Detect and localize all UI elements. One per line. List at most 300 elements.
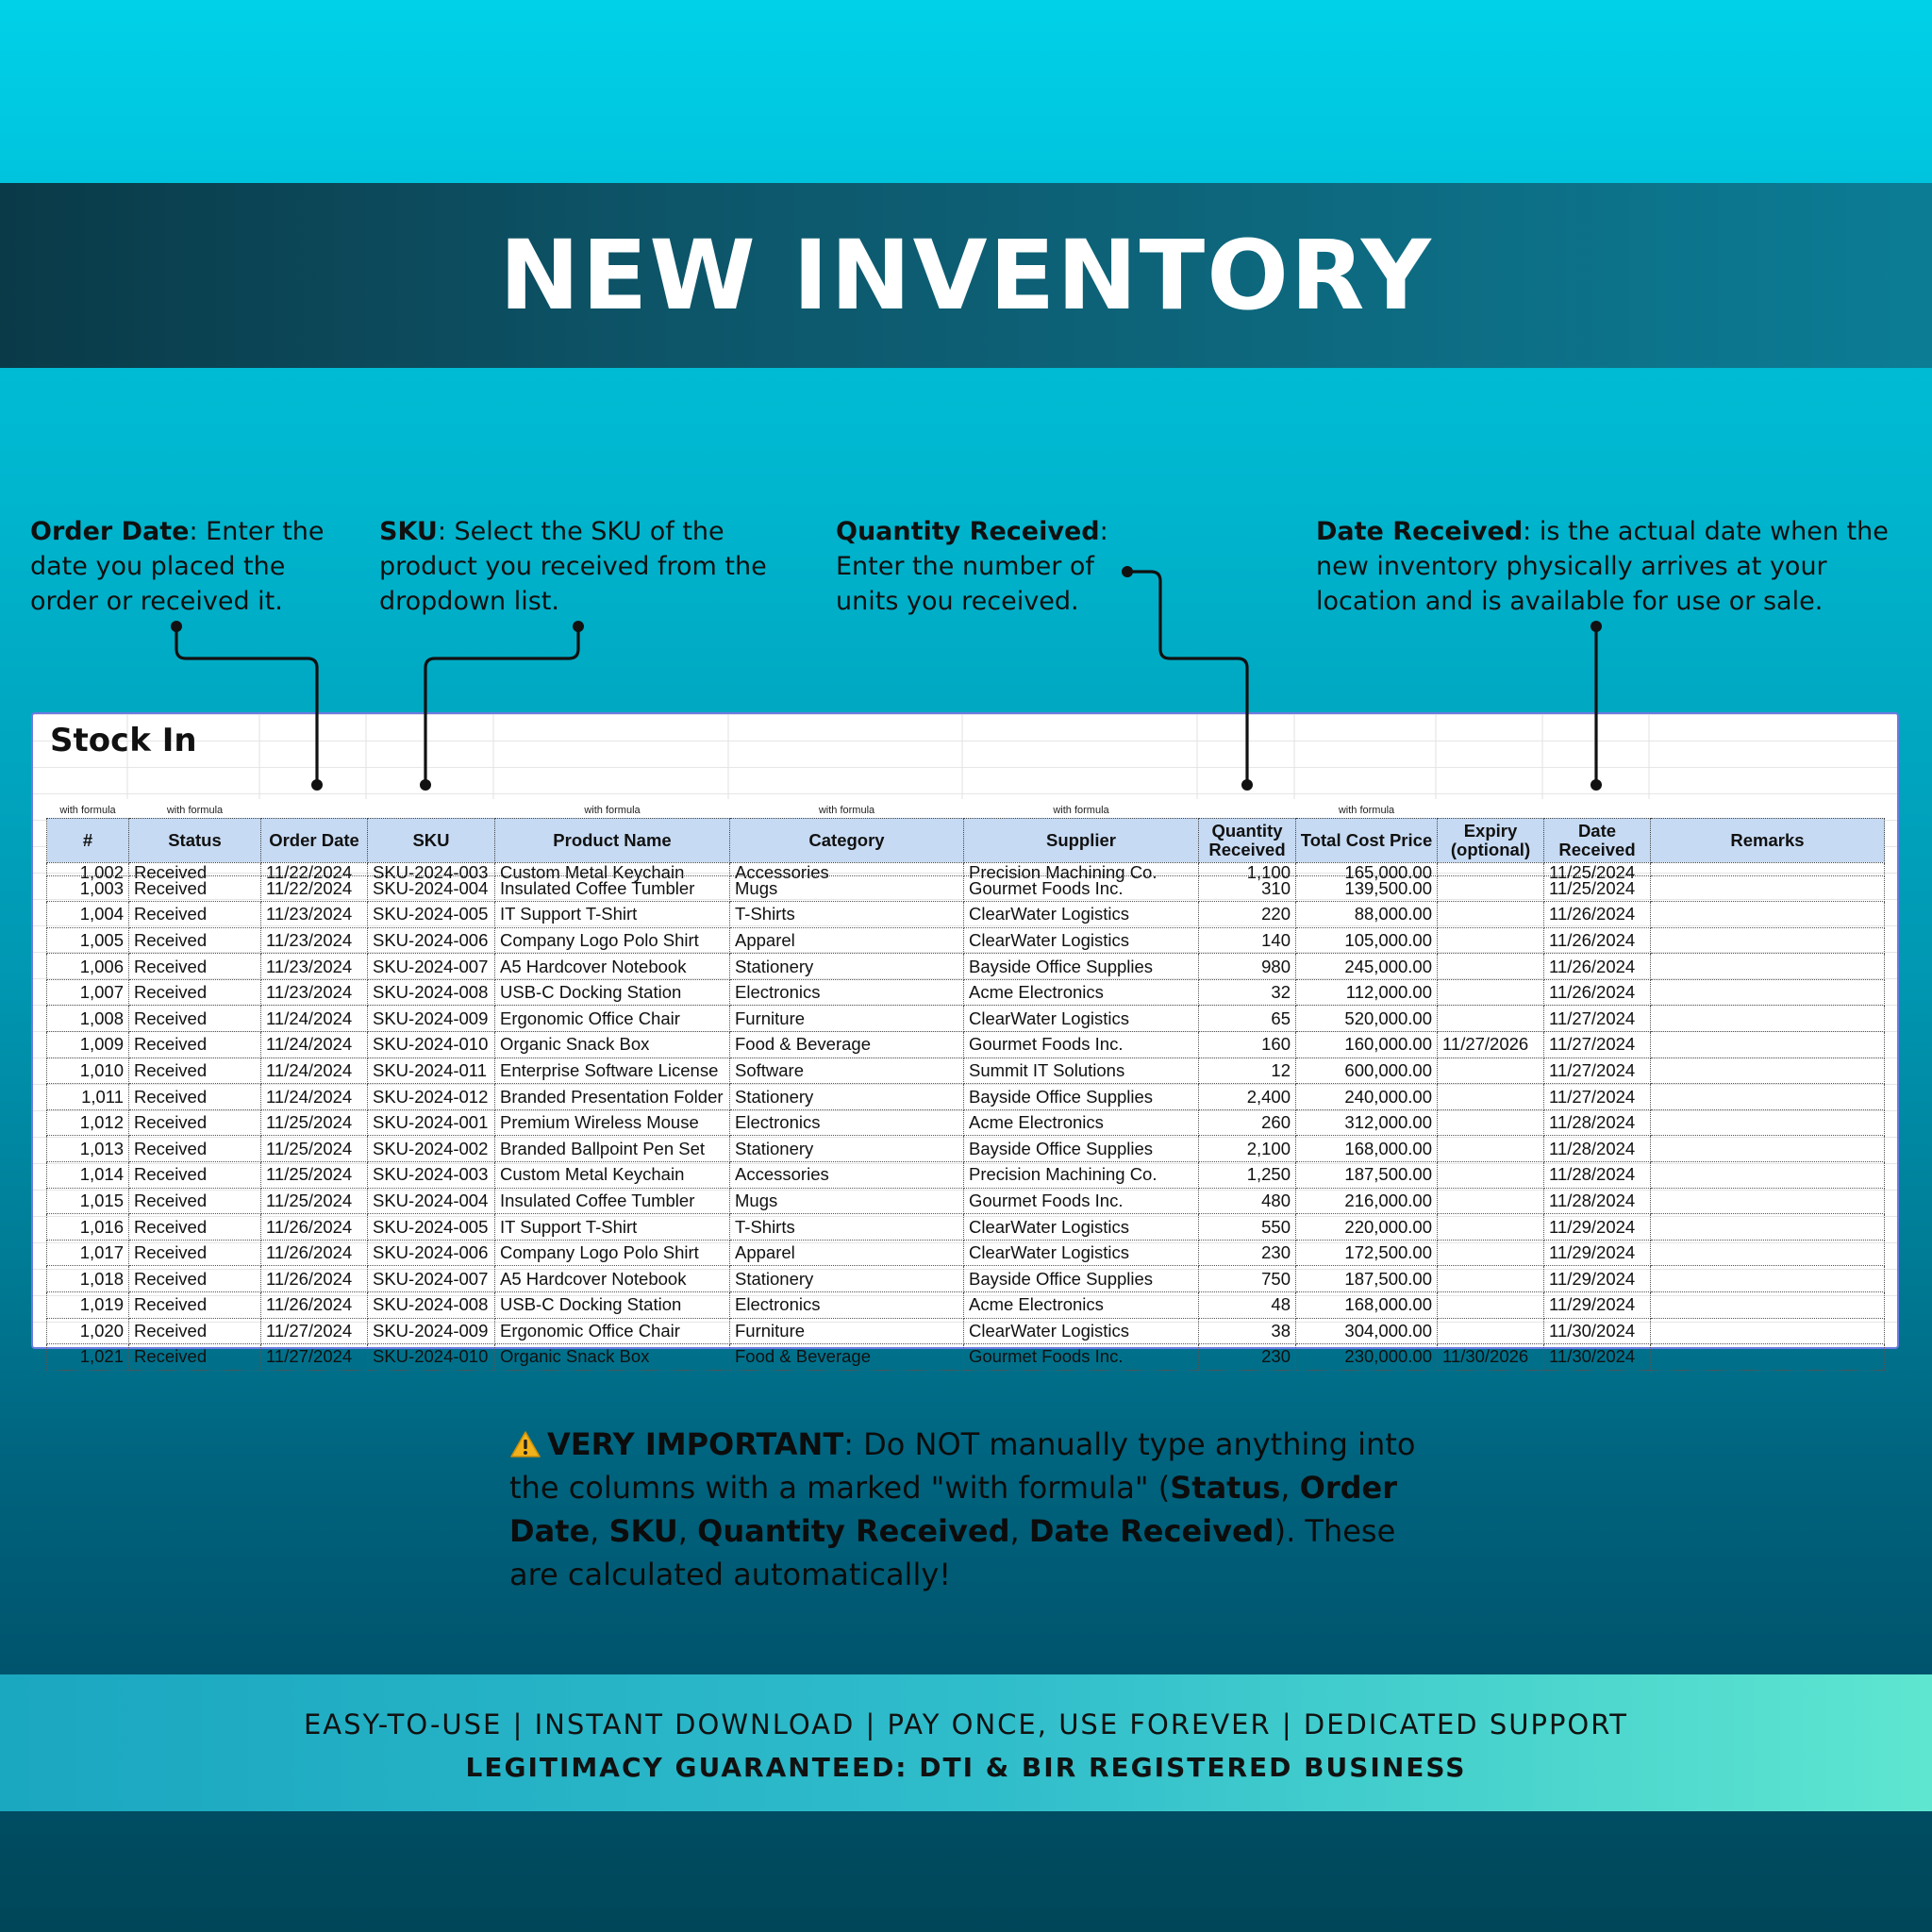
table-cell[interactable]: 1,013 [47, 1136, 129, 1162]
table-cell[interactable] [1438, 1006, 1544, 1032]
table-cell[interactable]: Bayside Office Supplies [964, 1266, 1199, 1292]
column-header-quantity-received[interactable]: Quantity Received [1199, 818, 1296, 862]
table-cell[interactable]: Stationery [730, 1266, 964, 1292]
table-row[interactable] [47, 1188, 1885, 1214]
table-cell[interactable]: 11/27/2024 [1544, 1006, 1651, 1032]
footer-legitimacy: LEGITIMACY GUARANTEED: DTI & BIR REGISTERED BUSINESS [465, 1752, 1467, 1783]
table-cell[interactable]: 160,000.00 [1296, 1032, 1438, 1058]
table-cell[interactable]: 187,500.00 [1296, 1162, 1438, 1189]
table-row[interactable] [47, 979, 1885, 1006]
table-cell[interactable]: 12 [1199, 1058, 1296, 1084]
table-cell[interactable]: 245,000.00 [1296, 954, 1438, 980]
table-cell[interactable]: 38 [1199, 1318, 1296, 1344]
table-cell[interactable]: Food & Beverage [730, 1032, 964, 1058]
table-cell[interactable]: 310 [1199, 875, 1296, 902]
table-cell[interactable]: 2,100 [1199, 1136, 1296, 1162]
table-row[interactable] [47, 1266, 1885, 1292]
table-cell[interactable]: 11/29/2024 [1544, 1266, 1651, 1292]
table-cell[interactable]: 32 [1199, 979, 1296, 1006]
formula-hint-6: with formula [1053, 804, 1109, 816]
table-cell[interactable]: Received [129, 1032, 261, 1058]
table-cell[interactable] [1438, 1292, 1544, 1319]
table-cell[interactable]: Acme Electronics [964, 979, 1199, 1006]
table-cell[interactable]: 172,500.00 [1296, 1240, 1438, 1266]
table-cell[interactable] [1651, 902, 1885, 928]
table-cell[interactable]: 11/22/2024 [261, 862, 368, 875]
table-cell[interactable]: 11/27/2024 [261, 1318, 368, 1344]
table-cell[interactable]: 11/26/2024 [1544, 902, 1651, 928]
callout-sku-text: : Select the SKU of the product you received from the dropdown list. [379, 517, 767, 616]
table-cell[interactable]: 980 [1199, 954, 1296, 980]
table-cell[interactable]: 11/28/2024 [1544, 1109, 1651, 1136]
table-cell[interactable]: A5 Hardcover Notebook [495, 1266, 730, 1292]
table-cell[interactable] [1651, 1188, 1885, 1214]
table-cell[interactable]: 11/24/2024 [261, 1058, 368, 1084]
table-cell[interactable]: 216,000.00 [1296, 1188, 1438, 1214]
table-cell[interactable] [1651, 1058, 1885, 1084]
table-cell[interactable]: 11/26/2024 [261, 1240, 368, 1266]
table-row[interactable] [47, 1292, 1885, 1319]
table-cell[interactable]: SKU-2024-005 [368, 1214, 495, 1241]
table-cell[interactable] [1438, 927, 1544, 954]
table-cell[interactable]: Received [129, 1266, 261, 1292]
table-cell[interactable]: Received [129, 875, 261, 902]
table-cell[interactable]: 11/28/2024 [1544, 1188, 1651, 1214]
table-cell[interactable] [1651, 1032, 1885, 1058]
table-row[interactable] [47, 902, 1885, 928]
table-cell[interactable]: 1,002 [47, 862, 129, 875]
callout-date-received [1316, 514, 1901, 619]
table-cell[interactable]: Received [129, 954, 261, 980]
table-cell[interactable]: SKU-2024-003 [368, 862, 495, 875]
table-cell[interactable]: 11/25/2024 [261, 1109, 368, 1136]
column-header-[interactable]: # [47, 818, 129, 862]
table-cell[interactable]: 1,004 [47, 902, 129, 928]
table-cell[interactable] [1651, 875, 1885, 902]
table-cell[interactable]: SKU-2024-002 [368, 1136, 495, 1162]
table-cell[interactable]: Food & Beverage [730, 1344, 964, 1371]
table-cell[interactable] [1438, 979, 1544, 1006]
callout-quantity-label: Quantity Received [836, 517, 1100, 546]
table-cell[interactable] [1438, 1240, 1544, 1266]
note-key-date-received: Date Received [1028, 1513, 1274, 1549]
table-cell[interactable]: Received [129, 1344, 261, 1371]
table-row[interactable] [47, 875, 1885, 902]
table-cell[interactable]: 11/26/2024 [261, 1292, 368, 1319]
table-cell[interactable]: 11/25/2024 [1544, 862, 1651, 875]
table-cell[interactable]: SKU-2024-003 [368, 1162, 495, 1189]
table-cell[interactable]: ClearWater Logistics [964, 1214, 1199, 1241]
table-cell[interactable]: Stationery [730, 1136, 964, 1162]
table-cell[interactable]: SKU-2024-008 [368, 979, 495, 1006]
table-cell[interactable]: Electronics [730, 1109, 964, 1136]
table-cell[interactable]: Organic Snack Box [495, 1032, 730, 1058]
table-cell[interactable] [1651, 1136, 1885, 1162]
table-cell[interactable]: 168,000.00 [1296, 1292, 1438, 1319]
formula-hint-7 [1199, 803, 1296, 818]
table-cell[interactable]: SKU-2024-010 [368, 1032, 495, 1058]
column-header-product-name[interactable]: Product Name [495, 818, 730, 862]
table-cell[interactable]: 112,000.00 [1296, 979, 1438, 1006]
note-sep-4: , [1009, 1513, 1029, 1549]
table-cell[interactable]: Branded Presentation Folder [495, 1084, 730, 1110]
table-cell[interactable]: 11/24/2024 [261, 1006, 368, 1032]
table-cell[interactable]: 11/27/2024 [1544, 1058, 1651, 1084]
table-cell[interactable]: Acme Electronics [964, 1109, 1199, 1136]
table-cell[interactable]: 11/29/2024 [1544, 1292, 1651, 1319]
table-cell[interactable]: 230 [1199, 1344, 1296, 1371]
table-cell[interactable]: SKU-2024-011 [368, 1058, 495, 1084]
table-cell[interactable]: Summit IT Solutions [964, 1058, 1199, 1084]
table-cell[interactable]: 260 [1199, 1109, 1296, 1136]
table-cell[interactable]: SKU-2024-007 [368, 1266, 495, 1292]
table-row[interactable] [47, 1318, 1885, 1344]
important-note [509, 1423, 1453, 1596]
table-cell[interactable] [1651, 1240, 1885, 1266]
table-cell[interactable]: 11/26/2024 [1544, 979, 1651, 1006]
table-cell[interactable]: 1,008 [47, 1006, 129, 1032]
table-cell[interactable]: T-Shirts [730, 902, 964, 928]
table-cell[interactable]: 550 [1199, 1214, 1296, 1241]
table-cell[interactable]: Received [129, 1188, 261, 1214]
table-row[interactable] [47, 1006, 1885, 1032]
table-cell[interactable]: 230 [1199, 1240, 1296, 1266]
table-cell[interactable]: Furniture [730, 1318, 964, 1344]
table-cell[interactable]: 187,500.00 [1296, 1266, 1438, 1292]
formula-hint-1: with formula [166, 804, 224, 816]
formula-hint-2 [261, 803, 368, 818]
table-cell[interactable]: Company Logo Polo Shirt [495, 1240, 730, 1266]
sheet-gridlines [33, 714, 1897, 799]
column-header-remarks[interactable]: Remarks [1651, 818, 1885, 862]
table-cell[interactable]: 139,500.00 [1296, 875, 1438, 902]
table-cell[interactable]: 11/28/2024 [1544, 1162, 1651, 1189]
table-cell[interactable]: Stationery [730, 1084, 964, 1110]
table-cell[interactable]: Received [129, 927, 261, 954]
table-cell[interactable]: 11/22/2024 [261, 875, 368, 902]
table-cell[interactable]: ClearWater Logistics [964, 927, 1199, 954]
callout-date-received-text: : is the actual date when the new inventory physically arrives at your location and is available for use or sale. [1316, 517, 1889, 616]
table-cell[interactable]: Received [129, 1136, 261, 1162]
table-cell[interactable]: 1,015 [47, 1188, 129, 1214]
table-cell[interactable]: 11/28/2024 [1544, 1136, 1651, 1162]
table-cell[interactable]: Apparel [730, 1240, 964, 1266]
table-cell[interactable]: Insulated Coffee Tumbler [495, 875, 730, 902]
table-cell[interactable] [1651, 1084, 1885, 1110]
table-cell[interactable]: Stationery [730, 954, 964, 980]
table-cell[interactable] [1651, 927, 1885, 954]
table-cell[interactable]: SKU-2024-007 [368, 954, 495, 980]
table-cell[interactable]: 11/25/2024 [1544, 875, 1651, 902]
table-cell[interactable]: 11/25/2024 [261, 1162, 368, 1189]
column-header-supplier[interactable]: Supplier [964, 818, 1199, 862]
table-cell[interactable]: Gourmet Foods Inc. [964, 1344, 1199, 1371]
table-cell[interactable]: A5 Hardcover Notebook [495, 954, 730, 980]
table-cell[interactable]: Bayside Office Supplies [964, 954, 1199, 980]
table-row[interactable] [47, 1344, 1885, 1371]
table-cell[interactable]: Software [730, 1058, 964, 1084]
table-cell[interactable]: Custom Metal Keychain [495, 862, 730, 875]
table-cell[interactable]: 11/29/2024 [1544, 1214, 1651, 1241]
table-cell[interactable]: 11/24/2024 [261, 1084, 368, 1110]
table-cell[interactable]: 1,018 [47, 1266, 129, 1292]
table-cell[interactable] [1438, 1058, 1544, 1084]
table-cell[interactable]: SKU-2024-010 [368, 1344, 495, 1371]
table-cell[interactable]: 1,012 [47, 1109, 129, 1136]
table-cell[interactable]: Mugs [730, 1188, 964, 1214]
table-row[interactable] [47, 1214, 1885, 1241]
table-cell[interactable]: 11/27/2024 [1544, 1084, 1651, 1110]
table-cell[interactable] [1438, 1188, 1544, 1214]
table-cell[interactable]: 1,020 [47, 1318, 129, 1344]
table-cell[interactable]: Branded Ballpoint Pen Set [495, 1136, 730, 1162]
table-cell[interactable]: 220 [1199, 902, 1296, 928]
table-cell[interactable]: 11/27/2024 [1544, 1032, 1651, 1058]
table-cell[interactable]: Enterprise Software License [495, 1058, 730, 1084]
table-cell[interactable]: Received [129, 862, 261, 875]
table-cell[interactable]: 168,000.00 [1296, 1136, 1438, 1162]
table-cell[interactable] [1438, 1162, 1544, 1189]
table-cell[interactable]: 65 [1199, 1006, 1296, 1032]
column-header-status[interactable]: Status [129, 818, 261, 862]
table-cell[interactable]: ClearWater Logistics [964, 902, 1199, 928]
table-cell[interactable]: ClearWater Logistics [964, 1318, 1199, 1344]
table-cell[interactable]: Precision Machining Co. [964, 1162, 1199, 1189]
table-cell[interactable] [1438, 1266, 1544, 1292]
table-cell[interactable] [1438, 875, 1544, 902]
table-cell[interactable]: SKU-2024-001 [368, 1109, 495, 1136]
table-cell[interactable]: Premium Wireless Mouse [495, 1109, 730, 1136]
table-cell[interactable]: 11/30/2026 [1438, 1344, 1544, 1371]
table-cell[interactable]: 1,100 [1199, 862, 1296, 875]
table-cell[interactable]: 11/27/2026 [1438, 1032, 1544, 1058]
table-cell[interactable]: 105,000.00 [1296, 927, 1438, 954]
table-cell[interactable] [1651, 1344, 1885, 1371]
table-cell[interactable] [1651, 1214, 1885, 1241]
table-cell[interactable]: Company Logo Polo Shirt [495, 927, 730, 954]
table-cell[interactable]: 11/23/2024 [261, 979, 368, 1006]
column-header-date-received[interactable]: Date Received [1544, 818, 1651, 862]
table-cell[interactable]: 304,000.00 [1296, 1318, 1438, 1344]
table-cell[interactable]: 11/26/2024 [1544, 927, 1651, 954]
table-row[interactable] [47, 1084, 1885, 1110]
column-header-total-cost-price[interactable]: Total Cost Price [1296, 818, 1438, 862]
table-cell[interactable]: Received [129, 1084, 261, 1110]
table-cell[interactable]: 11/23/2024 [261, 954, 368, 980]
table-cell[interactable]: 2,400 [1199, 1084, 1296, 1110]
table-cell[interactable]: 1,009 [47, 1032, 129, 1058]
table-cell[interactable]: Bayside Office Supplies [964, 1136, 1199, 1162]
table-cell[interactable]: 312,000.00 [1296, 1109, 1438, 1136]
table-cell[interactable]: 11/25/2024 [261, 1188, 368, 1214]
table-cell[interactable] [1438, 954, 1544, 980]
table-cell[interactable]: Received [129, 1292, 261, 1319]
table-cell[interactable]: Received [129, 1318, 261, 1344]
table-cell[interactable]: 1,250 [1199, 1162, 1296, 1189]
table-cell[interactable]: 11/30/2024 [1544, 1344, 1651, 1371]
table-cell[interactable]: 1,016 [47, 1214, 129, 1241]
callout-quantity-text: : Enter the number of units you received. [836, 517, 1108, 616]
table-cell[interactable]: Ergonomic Office Chair [495, 1318, 730, 1344]
table-cell[interactable]: Electronics [730, 1292, 964, 1319]
table-cell[interactable]: 11/27/2024 [261, 1344, 368, 1371]
table-cell[interactable]: 1,010 [47, 1058, 129, 1084]
table-cell[interactable]: 1,014 [47, 1162, 129, 1189]
table-row[interactable] [47, 1032, 1885, 1058]
table-cell[interactable]: ClearWater Logistics [964, 1006, 1199, 1032]
table-cell[interactable] [1651, 954, 1885, 980]
table-cell[interactable]: Received [129, 1058, 261, 1084]
table-cell[interactable]: Furniture [730, 1006, 964, 1032]
table-cell[interactable]: 1,005 [47, 927, 129, 954]
table-cell[interactable] [1651, 1292, 1885, 1319]
table-cell[interactable]: 1,006 [47, 954, 129, 980]
stock-in-table [46, 803, 1885, 1371]
table-cell[interactable]: 520,000.00 [1296, 1006, 1438, 1032]
table-cell[interactable]: SKU-2024-009 [368, 1318, 495, 1344]
table-cell[interactable]: 600,000.00 [1296, 1058, 1438, 1084]
table-cell[interactable] [1651, 1109, 1885, 1136]
table-cell[interactable]: Electronics [730, 979, 964, 1006]
note-key-sku: SKU [608, 1513, 678, 1549]
table-row[interactable] [47, 1136, 1885, 1162]
table-cell[interactable]: Received [129, 902, 261, 928]
callout-order-date-text: : Enter the date you placed the order or received it. [30, 517, 325, 616]
column-header-category[interactable]: Category [730, 818, 964, 862]
table-cell[interactable] [1438, 1318, 1544, 1344]
table-cell[interactable]: SKU-2024-005 [368, 902, 495, 928]
table-row[interactable] [47, 1058, 1885, 1084]
table-cell[interactable]: 1,021 [47, 1344, 129, 1371]
callout-quantity [836, 514, 1128, 619]
table-cell[interactable]: 165,000.00 [1296, 862, 1438, 875]
table-row[interactable] [47, 927, 1885, 954]
table-cell[interactable]: Received [129, 1162, 261, 1189]
table-cell[interactable]: SKU-2024-004 [368, 1188, 495, 1214]
table-cell[interactable]: 11/24/2024 [261, 1032, 368, 1058]
table-cell[interactable] [1438, 902, 1544, 928]
note-sep-3: , [677, 1513, 698, 1549]
table-cell[interactable]: USB-C Docking Station [495, 979, 730, 1006]
table-cell[interactable]: 230,000.00 [1296, 1344, 1438, 1371]
page-title: NEW INVENTORY [499, 219, 1433, 332]
table-cell[interactable]: Acme Electronics [964, 1292, 1199, 1319]
callout-order-date [30, 514, 341, 619]
table-cell[interactable]: IT Support T-Shirt [495, 1214, 730, 1241]
note-text-1: : Do NOT manually type anything into the columns with a marked "with formula" ( [509, 1426, 1416, 1506]
table-cell[interactable]: Bayside Office Supplies [964, 1084, 1199, 1110]
table-cell[interactable]: 11/23/2024 [261, 902, 368, 928]
table-cell[interactable]: Gourmet Foods Inc. [964, 1188, 1199, 1214]
table-cell[interactable]: Mugs [730, 875, 964, 902]
table-cell[interactable]: Gourmet Foods Inc. [964, 1032, 1199, 1058]
table-cell[interactable]: SKU-2024-008 [368, 1292, 495, 1319]
table-cell[interactable] [1438, 1214, 1544, 1241]
column-header-sku[interactable]: SKU [368, 818, 495, 862]
table-cell[interactable]: T-Shirts [730, 1214, 964, 1241]
table-cell[interactable]: 240,000.00 [1296, 1084, 1438, 1110]
table-cell[interactable]: Apparel [730, 927, 964, 954]
table-cell[interactable]: 88,000.00 [1296, 902, 1438, 928]
table-cell[interactable]: SKU-2024-009 [368, 1006, 495, 1032]
table-cell[interactable]: 1,017 [47, 1240, 129, 1266]
table-cell[interactable]: SKU-2024-006 [368, 927, 495, 954]
formula-hint-11 [1651, 803, 1885, 818]
table-cell[interactable]: Custom Metal Keychain [495, 1162, 730, 1189]
table-cell[interactable]: 1,003 [47, 875, 129, 902]
table-cell[interactable]: 480 [1199, 1188, 1296, 1214]
table-cell[interactable] [1651, 1266, 1885, 1292]
table-cell[interactable]: 1,011 [47, 1084, 129, 1110]
table-cell[interactable]: USB-C Docking Station [495, 1292, 730, 1319]
table-cell[interactable] [1651, 1318, 1885, 1344]
column-header-order-date[interactable]: Order Date [261, 818, 368, 862]
table-cell[interactable]: Received [129, 1214, 261, 1241]
table-cell[interactable]: SKU-2024-012 [368, 1084, 495, 1110]
table-cell[interactable] [1438, 1136, 1544, 1162]
table-row[interactable] [47, 1109, 1885, 1136]
formula-hint-5: with formula [818, 804, 875, 816]
table-row[interactable] [47, 1240, 1885, 1266]
table-cell[interactable]: 750 [1199, 1266, 1296, 1292]
table-row[interactable] [47, 1162, 1885, 1189]
table-cell[interactable]: 11/30/2024 [1544, 1318, 1651, 1344]
table-cell[interactable]: Precision Machining Co. [964, 862, 1199, 875]
table-cell[interactable]: 160 [1199, 1032, 1296, 1058]
note-text-2: ). These are calculated automatically! [509, 1513, 1396, 1592]
table-cell[interactable]: Accessories [730, 1162, 964, 1189]
table-row[interactable] [47, 954, 1885, 980]
spreadsheet-panel [31, 712, 1899, 1367]
table-cell[interactable]: 1,007 [47, 979, 129, 1006]
table-cell[interactable]: Gourmet Foods Inc. [964, 875, 1199, 902]
table-cell[interactable]: 11/26/2024 [1544, 954, 1651, 980]
table-cell[interactable]: Received [129, 1006, 261, 1032]
table-cell[interactable]: 11/26/2024 [261, 1214, 368, 1241]
table-cell[interactable]: SKU-2024-006 [368, 1240, 495, 1266]
table-cell[interactable] [1438, 1109, 1544, 1136]
table-cell[interactable]: 11/25/2024 [261, 1136, 368, 1162]
table-cell[interactable] [1651, 1162, 1885, 1189]
table-cell[interactable] [1438, 1084, 1544, 1110]
column-header-expiry-optional[interactable]: Expiry (optional) [1438, 818, 1544, 862]
table-cell[interactable]: 220,000.00 [1296, 1214, 1438, 1241]
footer-features: EASY-TO-USE | INSTANT DOWNLOAD | PAY ONCE, USE FOREVER | DEDICATED SUPPORT [303, 1708, 1629, 1740]
table-cell[interactable]: 140 [1199, 927, 1296, 954]
table-cell[interactable]: 11/29/2024 [1544, 1240, 1651, 1266]
table-cell[interactable] [1651, 979, 1885, 1006]
table-cell[interactable]: Ergonomic Office Chair [495, 1006, 730, 1032]
table-cell[interactable]: Received [129, 979, 261, 1006]
table-cell[interactable]: 1,019 [47, 1292, 129, 1319]
table-cell[interactable]: Insulated Coffee Tumbler [495, 1188, 730, 1214]
table-cell[interactable]: 48 [1199, 1292, 1296, 1319]
note-key-order-date: Order Date [509, 1470, 1397, 1549]
table-cell[interactable]: 11/23/2024 [261, 927, 368, 954]
table-cell[interactable]: 11/26/2024 [261, 1266, 368, 1292]
table-cell[interactable]: Accessories [730, 862, 964, 875]
table-row[interactable] [47, 862, 1885, 875]
table-cell[interactable]: Received [129, 1240, 261, 1266]
table-cell[interactable]: IT Support T-Shirt [495, 902, 730, 928]
table-cell[interactable]: SKU-2024-004 [368, 875, 495, 902]
table-cell[interactable]: Organic Snack Box [495, 1344, 730, 1371]
table-cell[interactable] [1651, 862, 1885, 875]
table-cell[interactable]: ClearWater Logistics [964, 1240, 1199, 1266]
table-cell[interactable]: Received [129, 1109, 261, 1136]
table-cell[interactable] [1651, 1006, 1885, 1032]
table-cell[interactable] [1438, 862, 1544, 875]
